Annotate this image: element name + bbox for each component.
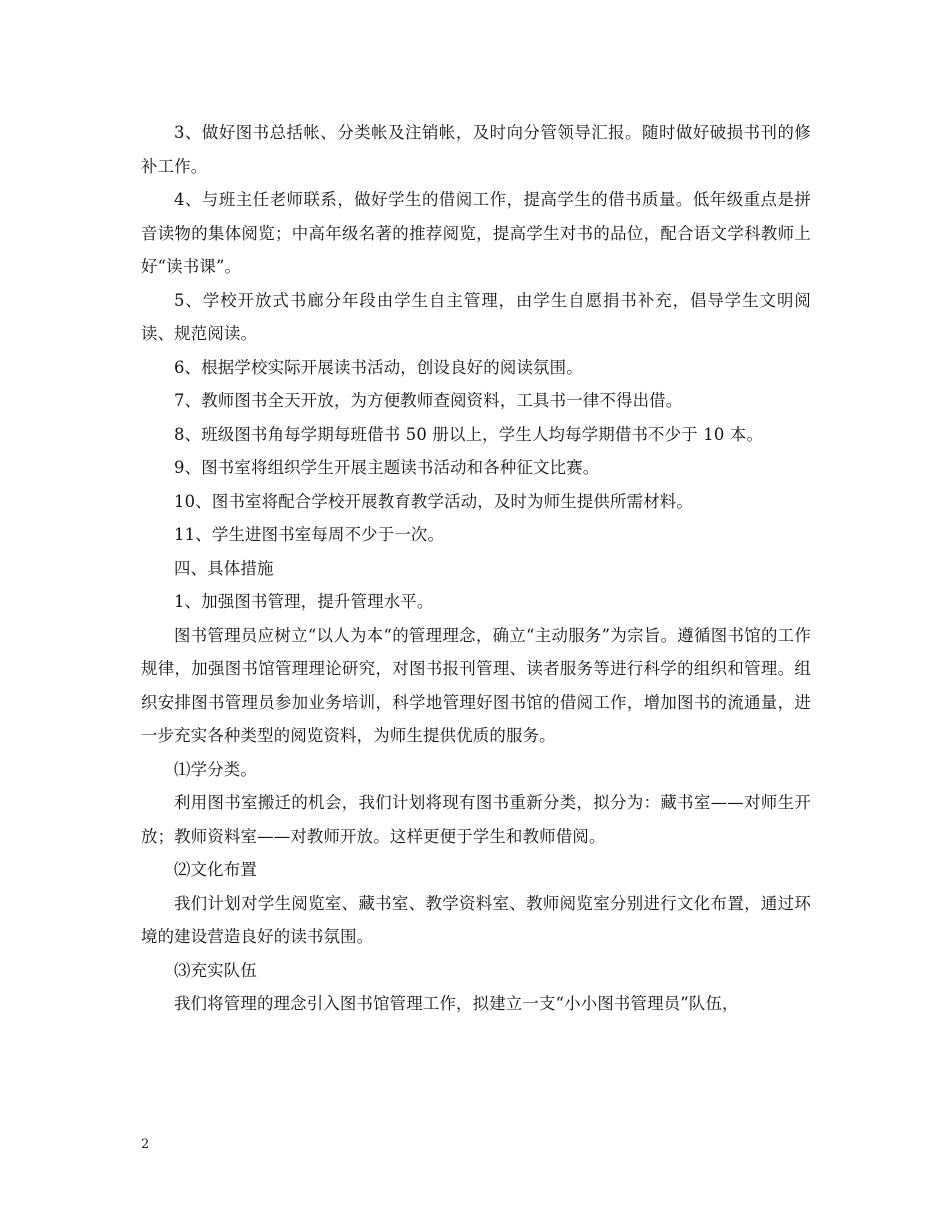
paragraph-item-9: 9、图书室将组织学生开展主题读书活动和各种征文比赛。 bbox=[174, 458, 600, 477]
document-body bbox=[141, 116, 811, 1021]
subheading-enrich-team: ⑶充实队伍 bbox=[174, 960, 257, 980]
paragraph-item-8: 8、班级图书角每学期每班借书 50 册以上，学生人均每学期借书不少于 10 本。 bbox=[174, 424, 764, 444]
paragraph-item-5: 5、学校开放式书廊分年段由学生自主管理，由学生自愿捐书补充，倡导学生文明阅读、规范阅读。 bbox=[141, 290, 811, 343]
section-heading-measures: 四、具体措施 bbox=[174, 558, 274, 578]
page-number: 2 bbox=[141, 1137, 150, 1152]
subheading-strengthen-management: 1、加强图书管理，提升管理水平。 bbox=[174, 592, 434, 611]
subheading-classification: ⑴学分类。 bbox=[174, 759, 257, 779]
paragraph-cultural-layout: 我们计划对学生阅览室、藏书室、教学资料室、教师阅览室分别进行文化布置，通过环境的建设营造良好的读书氛围。 bbox=[141, 893, 811, 946]
paragraph-classification: 利用图书室搬迁的机会，我们计划将现有图书重新分类，拟分为：藏书室——对师生开放；教师资料室——对教师开放。这样更便于学生和教师借阅。 bbox=[141, 793, 811, 846]
paragraph-item-10: 10、图书室将配合学校开展教育教学活动，及时为师生提供所需材料。 bbox=[174, 491, 693, 511]
paragraph-management-philosophy: 图书管理员应树立“以人为本“的管理理念，确立“主动服务”为宗旨。遵循图书馆的工作规律，加强图书馆管理理论研究，对图书报刊管理、读者服务等进行科学的组织和管理。组织安排图书管理员参加业务培训，科学地管理好图书馆的借阅工作，增加图书的流通量，进一步充实各种类型的阅览资料，为师生提供优质的服务。 bbox=[141, 625, 811, 745]
subheading-cultural-layout: ⑵文化布置 bbox=[174, 860, 257, 879]
paragraph-item-6: 6、根据学校实际开展读书活动，创设良好的阅读氛围。 bbox=[174, 357, 583, 377]
paragraph-enrich-team: 我们将管理的理念引入图书馆管理工作，拟建立一支“小小图书管理员”队伍， bbox=[174, 994, 739, 1013]
paragraph-item-7: 7、教师图书全天开放，为方便教师查阅资料，工具书一律不得出借。 bbox=[174, 391, 683, 410]
paragraph-item-3: 3、做好图书总括帐、分类帐及注销帐，及时向分管领导汇报。随时做好破损书刊的修补工作。 bbox=[141, 123, 811, 176]
paragraph-item-4: 4、与班主任老师联系，做好学生的借阅工作，提高学生的借书质量。低年级重点是拼音读物的集体阅览；中高年级名著的推荐阅览，提高学生对书的品位，配合语文学科教师上好“读书课”。 bbox=[141, 190, 811, 276]
paragraph-item-11: 11、学生进图书室每周不少于一次。 bbox=[174, 525, 445, 544]
